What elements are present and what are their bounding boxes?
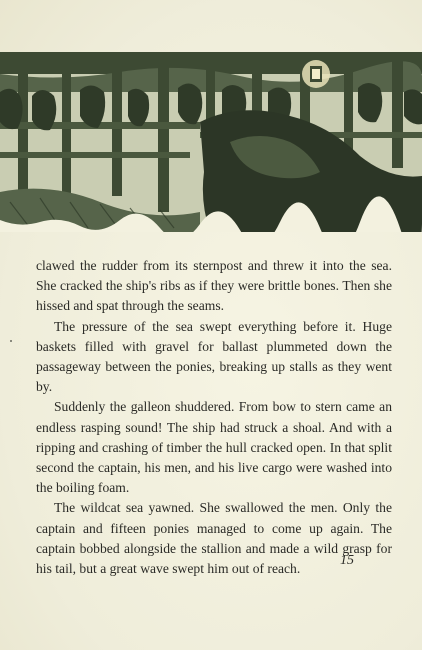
margin-speck	[10, 340, 12, 342]
paragraph-2: The pressure of the sea swept everything before it. Huge baskets filled with gravel for ballast plummeted down the passageway between the ponies, breaking up stalls as they went by.	[36, 318, 392, 395]
paragraph-3: Suddenly the galleon shuddered. From bow to stern came an endless rasping sound! The ship had struck a shoal. And with a ripping and crashing of timber the hull cracked open. In that split second the captain, his men, and his live cargo were washed into the boiling foam.	[36, 399, 392, 496]
paragraph-1: clawed the rudder from its sternpost and threw it into the sea. She cracked the ship's ribs as if they were brittle bones. Then she hissed and spat through the seams.	[36, 258, 392, 314]
paragraph-4: The wildcat sea yawned. She swallowed the men. Only the captain and fifteen ponies managed to come up again. The captain bobbed alongside the stallion and made a wild grasp for his tail, but a great wave swept him out of reach.	[36, 500, 392, 577]
page-number: 15	[340, 553, 354, 568]
ship-hold-illustration	[0, 52, 422, 232]
ponies-in-ship-hold-illustration	[0, 52, 422, 232]
body-text	[36, 256, 392, 579]
lantern-icon	[302, 60, 330, 88]
